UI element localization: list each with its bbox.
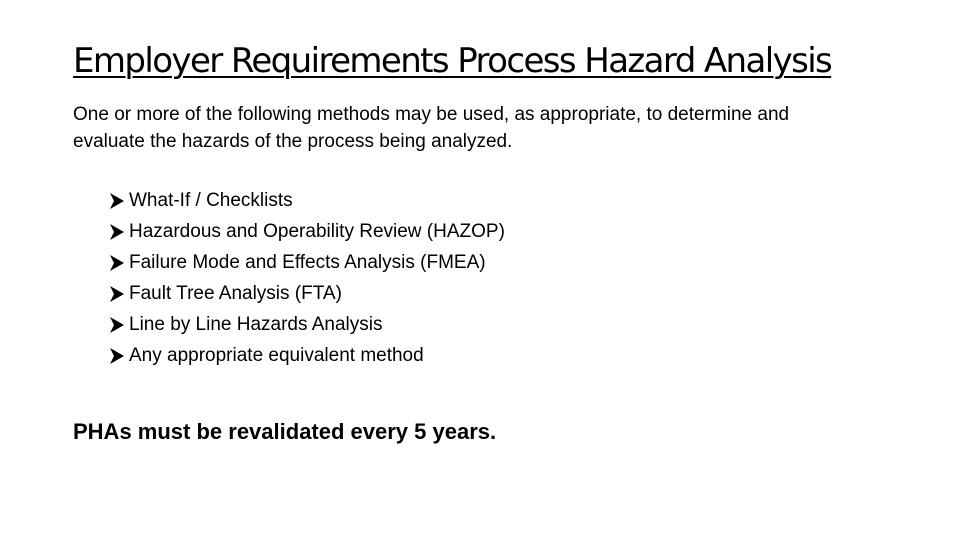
method-label: Failure Mode and Effects Analysis (FMEA) <box>129 251 486 273</box>
method-label: Any appropriate equivalent method <box>129 344 424 366</box>
list-item <box>110 247 505 278</box>
list-item <box>110 278 505 309</box>
arrow-right-icon <box>110 193 124 209</box>
revalidation-note: PHAs must be revalidated every 5 years. <box>73 419 497 444</box>
arrow-right-icon <box>110 255 124 271</box>
method-label: Fault Tree Analysis (FTA) <box>129 282 342 304</box>
intro-paragraph: One or more of the following methods may be used, as appropriate, to determine and evaluate the hazards of the process being analyzed. <box>73 104 790 152</box>
method-label: What-If / Checklists <box>129 189 293 211</box>
slide-title: Employer Requirements Process Hazard Analysis <box>73 41 832 81</box>
list-item <box>110 185 505 216</box>
list-item <box>110 309 505 340</box>
arrow-right-icon <box>110 348 124 364</box>
arrow-right-icon <box>110 224 124 240</box>
method-label: Line by Line Hazards Analysis <box>129 313 383 335</box>
method-label: Hazardous and Operability Review (HAZOP) <box>129 220 505 242</box>
arrow-right-icon <box>110 286 124 302</box>
arrow-right-icon <box>110 317 124 333</box>
list-item <box>110 216 505 247</box>
list-item <box>110 340 505 371</box>
methods-list <box>110 185 505 371</box>
